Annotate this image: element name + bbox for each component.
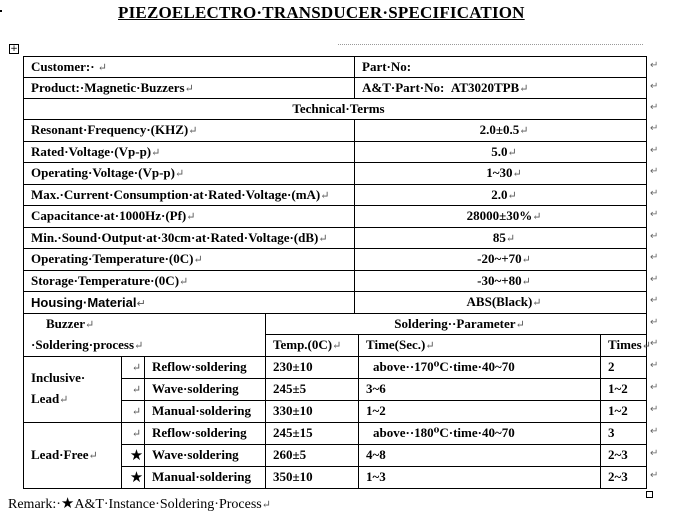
soldering-time: 1~2 [359, 400, 601, 422]
row-end-mark: ↵ [650, 274, 659, 285]
soldering-row [24, 422, 647, 444]
row-end-mark: ↵ [650, 295, 659, 306]
soldering-time: 3~6 [359, 378, 601, 400]
spec-row [24, 184, 647, 206]
star-cell: ↵ [122, 400, 145, 422]
customer-label: Customer:· ↵ [24, 57, 355, 78]
spec-label: Storage·Temperature·(0C)↵ [24, 270, 355, 292]
spec-value: -30~+80↵ [355, 270, 647, 292]
spec-table [23, 56, 651, 489]
col-temp: Temp.(0C)↵ [266, 334, 359, 356]
soldering-time: above··180⁰C·time·40~70 [359, 422, 601, 444]
soldering-temp: 245±5 [266, 378, 359, 400]
table-move-handle-icon[interactable]: + [10, 44, 18, 54]
spec-row [24, 206, 647, 228]
spec-row [24, 292, 647, 314]
spec-value: 1~30↵ [355, 163, 647, 185]
spec-row [24, 120, 647, 142]
soldering-times: 2 [601, 356, 647, 378]
spec-label: Resonant·Frequency·(KHZ)↵ [24, 120, 355, 142]
spec-value: ABS(Black)↵ [355, 292, 647, 314]
soldering-parameter-header: Soldering··Parameter↵ [266, 313, 647, 334]
row-end-mark: ↵ [650, 470, 659, 481]
spec-row [24, 141, 647, 163]
row-end-mark: ↵ [650, 166, 659, 177]
spec-label: Housing·Material↵ [24, 292, 355, 314]
row-end-mark: ↵ [650, 231, 659, 242]
process-label-2: ·Soldering·process↵ [24, 334, 266, 356]
row-end-mark: ↵ [650, 102, 659, 113]
star-cell [122, 466, 145, 488]
star-icon: ★ [60, 494, 75, 512]
spec-value: -20~+70↵ [355, 249, 647, 271]
spec-row [24, 163, 647, 185]
soldering-method: Manual·soldering [145, 466, 266, 488]
star-cell: ↵ [122, 378, 145, 400]
spec-value: 85↵ [355, 227, 647, 249]
row-end-mark: ↵ [650, 123, 659, 134]
soldering-row [24, 356, 647, 378]
soldering-temp: 245±15 [266, 422, 359, 444]
soldering-method: Wave·soldering [145, 378, 266, 400]
dotted-rule [338, 44, 643, 45]
soldering-method: Reflow·soldering [145, 422, 266, 444]
row-end-mark: ↵ [650, 426, 659, 437]
soldering-times: 2~3 [601, 444, 647, 466]
row-end-mark: ↵ [650, 338, 659, 349]
document-title: PIEZOELECTRO·TRANSDUCER·SPECIFICATION [118, 3, 525, 22]
row-end-mark: ↵ [650, 317, 659, 328]
row-end-mark: ↵ [650, 209, 659, 220]
spec-row [24, 249, 647, 271]
soldering-method: Reflow·soldering [145, 356, 266, 378]
row-end-mark: ↵ [650, 81, 659, 92]
spec-label: Max.·Current·Consumption·at·Rated·Voltage·(mA)↵ [24, 184, 355, 206]
row-end-mark: ↵ [650, 404, 659, 415]
spec-label: Operating·Voltage·(Vp-p)↵ [24, 163, 355, 185]
row-end-mark: ↵ [650, 145, 659, 156]
soldering-times: 1~2 [601, 400, 647, 422]
spec-row [24, 270, 647, 292]
soldering-temp: 330±10 [266, 400, 359, 422]
col-times: Times↵ [601, 334, 647, 356]
row-end-mark: ↵ [650, 60, 659, 71]
spec-value: 2.0↵ [355, 184, 647, 206]
at-part-no: A&T·Part·No: AT3020TPB↵ [355, 78, 647, 99]
spec-label: Operating·Temperature·(0C)↵ [24, 249, 355, 271]
text-cursor-mark [0, 10, 2, 12]
spec-label: Min.·Sound·Output·at·30cm·at·Rated·Voltage·(dB)↵ [24, 227, 355, 249]
spec-label: Capacitance·at·1000Hz·(Pf)↵ [24, 206, 355, 228]
soldering-time: above··170⁰C·time·40~70 [359, 356, 601, 378]
star-cell: ↵ [122, 422, 145, 444]
star-cell: ↵ [122, 356, 145, 378]
soldering-group-name: Lead·Free↵ [24, 422, 122, 488]
soldering-times: 3 [601, 422, 647, 444]
row-end-mark: ↵ [650, 448, 659, 459]
remark: Remark:·★A&T·Instance·Soldering·Process↵ [8, 494, 271, 512]
row-end-mark: ↵ [650, 252, 659, 263]
soldering-times: 1~2 [601, 378, 647, 400]
star-cell [122, 444, 145, 466]
spec-row [24, 227, 647, 249]
soldering-method: Manual·soldering [145, 400, 266, 422]
spec-value: 5.0↵ [355, 141, 647, 163]
soldering-time: 1~3 [359, 466, 601, 488]
row-end-mark: ↵ [650, 360, 659, 371]
soldering-temp: 350±10 [266, 466, 359, 488]
spec-value: 28000±30%↵ [355, 206, 647, 228]
part-no-label: Part·No: [355, 57, 647, 78]
process-label: Buzzer↵ [24, 313, 266, 334]
row-end-mark: ↵ [650, 382, 659, 393]
technical-terms-header: Technical·Terms [24, 99, 647, 120]
soldering-method: Wave·soldering [145, 444, 266, 466]
col-time: Time(Sec.)↵ [359, 334, 601, 356]
spec-value: 2.0±0.5↵ [355, 120, 647, 142]
table-resize-handle[interactable] [646, 491, 653, 498]
spec-label: Rated·Voltage·(Vp-p)↵ [24, 141, 355, 163]
star-icon: ★ [129, 446, 144, 464]
soldering-temp: 260±5 [266, 444, 359, 466]
soldering-temp: 230±10 [266, 356, 359, 378]
soldering-group-name: Inclusive· Lead↵ [24, 356, 122, 422]
soldering-time: 4~8 [359, 444, 601, 466]
star-icon: ★ [129, 468, 144, 486]
soldering-times: 2~3 [601, 466, 647, 488]
product-label: Product:·Magnetic·Buzzers↵ [24, 78, 355, 99]
row-end-mark: ↵ [650, 188, 659, 199]
